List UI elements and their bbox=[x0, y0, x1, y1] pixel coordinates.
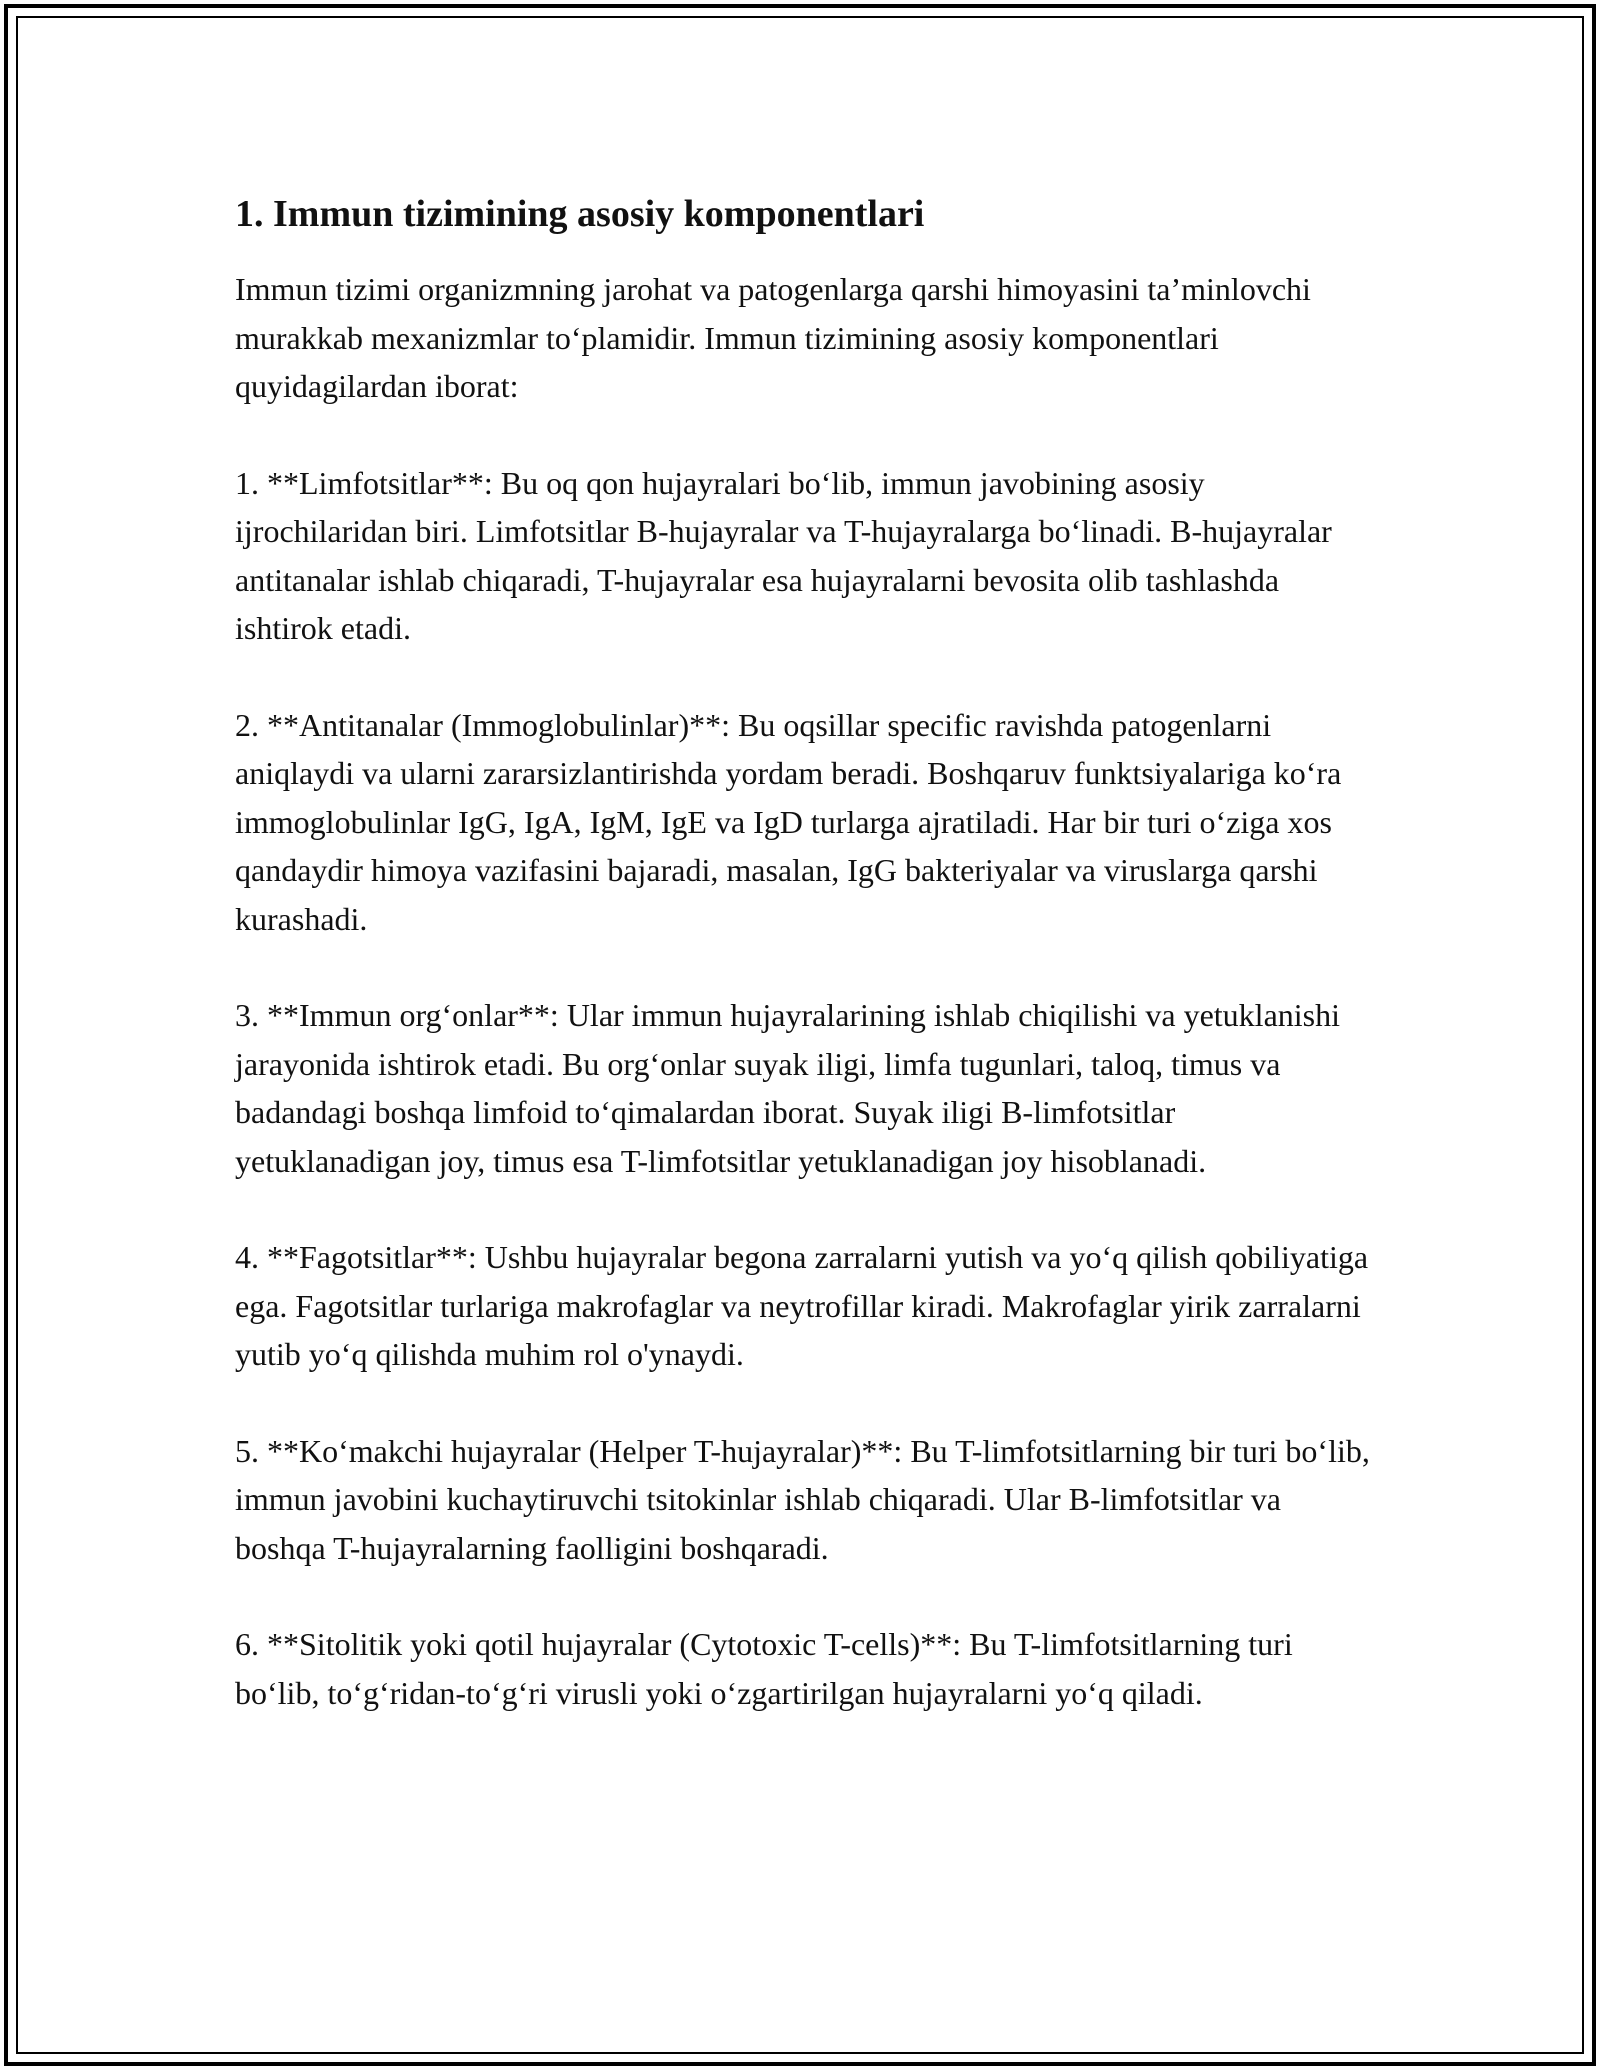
paragraph-limfotsitlar: 1. **Limfotsitlar**: Bu oq qon hujayralari bo‘lib, immun javobining asosiy ijrochilaridan biri. Limfotsitlar B-hujayralar va T-hujayralarga bo‘linadi. B-hujayralar antitanalar ishlab chiqaradi, T-hujayralar esa hujayralarni bevosita olib tashlashda ishtirok etadi. bbox=[235, 464, 1332, 646]
document-body bbox=[235, 185, 1375, 1765]
paragraph-sitolitik-hujayralar: 6. **Sitolitik yoki qotil hujayralar (Cytotoxic T-cells)**: Bu T-limfotsitlarning turi bo‘lib, to‘g‘ridan-to‘g‘ri virusli yoki o‘zgartirilgan hujayralarni yo‘q qiladi. bbox=[235, 1626, 1293, 1711]
paragraph-komakchi-hujayralar: 5. **Ko‘makchi hujayralar (Helper T-hujayralar)**: Bu T-limfotsitlarning bir turi bo‘lib, immun javobini kuchaytiruvchi tsitokinlar ishlab chiqaradi. Ular B-limfotsitlar va boshqa T-hujayralarning faolligini boshqaradi. bbox=[235, 1432, 1370, 1566]
paragraph-antitanalar: 2. **Antitanalar (Immoglobulinlar)**: Bu oqsillar specific ravishda patogenlarni aniqlaydi va ularni zararsizlantirishda yordam beradi. Boshqaruv funktsiyalariga ko‘ra immoglobulinlar IgG, IgA, IgM, IgE va IgD turlarga ajratiladi. Har bir turi o‘ziga xos qandaydir himoya vazifasini bajaradi, masalan, IgG bakteriyalar va viruslarga qarshi kurashadi. bbox=[235, 706, 1342, 937]
section-heading: 1. Immun tizimining asosiy komponentlari bbox=[235, 193, 925, 235]
intro-paragraph: Immun tizimi organizmning jarohat va patogenlarga qarshi himoyasini ta’minlovchi murakkab mexanizmlar to‘plamidir. Immun tizimining asosiy komponentlari quyidagilardan iborat: bbox=[235, 271, 1311, 404]
paragraph-immun-organlar: 3. **Immun org‘onlar**: Ular immun hujayralarining ishlab chiqilishi va yetuklanishi jarayonida ishtirok etadi. Bu org‘onlar suyak iligi, limfa tugunlari, taloq, timus va badandagi boshqa limfoid to‘qimalardan iborat. Suyak iligi B-limfotsitlar yetuklanadigan joy, timus esa T-limfotsitlar yetuklanadigan joy hisoblanadi. bbox=[235, 997, 1340, 1179]
paragraph-fagotsitlar: 4. **Fagotsitlar**: Ushbu hujayralar begona zarralarni yutish va yo‘q qilish qobiliyatiga ega. Fagotsitlar turlariga makrofaglar va neytrofillar kiradi. Makrofaglar yirik zarralarni yutib yo‘q qilishda muhim rol o'ynaydi. bbox=[235, 1239, 1369, 1372]
